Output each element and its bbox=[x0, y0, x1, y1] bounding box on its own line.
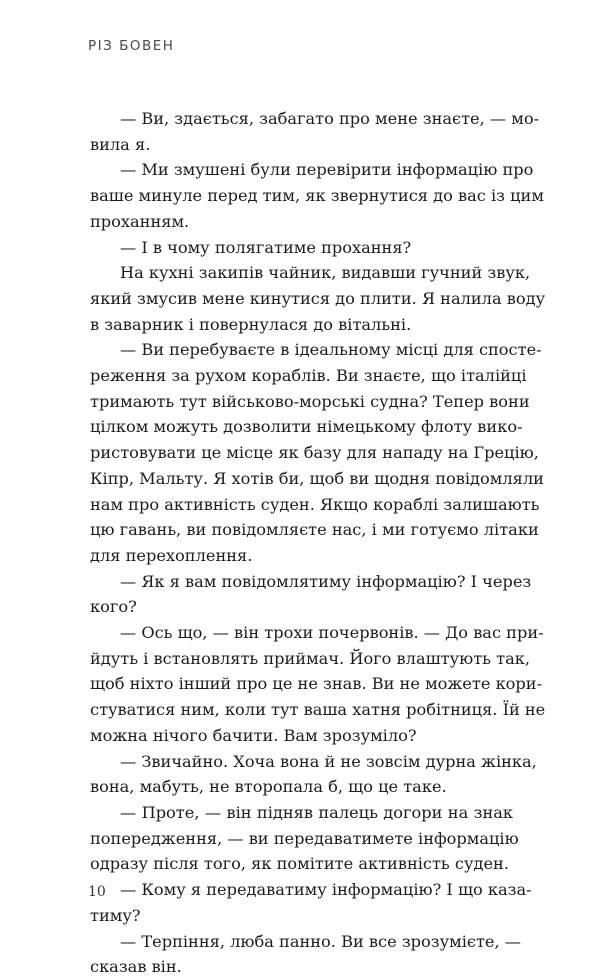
text-line: — Терпіння, люба панно. Ви все зрозумієте, — bbox=[120, 931, 521, 951]
text-line: реження за рухом кораблів. Ви знаєте, що італійці bbox=[90, 366, 527, 386]
text-line: стуватися ним, коли тут ваша хатня робітниця. Їй не bbox=[90, 700, 546, 720]
text-line: вона, мабуть, не второпала б, що це таке. bbox=[90, 777, 447, 797]
text-line: вила я. bbox=[90, 134, 151, 154]
text-line: щоб ніхто інший про це не знав. Ви не можете кори- bbox=[90, 674, 543, 694]
text-line: тиму? bbox=[90, 905, 141, 925]
text-line: проханням. bbox=[90, 211, 190, 231]
text-line: — Як я вам повідомлятиму інформацію? І через bbox=[120, 571, 532, 591]
text-line: йдуть і встановлять приймач. Його влаштують так, bbox=[90, 648, 531, 668]
text-line: кого? bbox=[90, 597, 137, 617]
text-line: — Ви перебуваєте в ідеальному місці для спосте- bbox=[120, 340, 542, 360]
text-line: — Ось що, — він трохи почервонів. — До вас при- bbox=[120, 623, 544, 643]
text-line: ристовувати це місце як базу для нападу на Грецію, bbox=[90, 443, 539, 463]
text-line: — Звичайно. Хоча вона й не зовсім дурна жінка, bbox=[120, 751, 537, 771]
text-line: сказав він. bbox=[90, 957, 182, 977]
text-line: попередження, — ви передаватимете інформацію bbox=[90, 828, 519, 848]
text-line: — Ми змушені були перевірити інформацію про bbox=[120, 160, 534, 180]
text-line: Кіпр, Мальту. Я хотів би, щоб ви щодня повідомляли bbox=[90, 468, 544, 488]
text-line: можна нічого бачити. Вам зрозуміло? bbox=[90, 725, 417, 745]
body-text bbox=[90, 106, 546, 980]
text-line: ваше минуле перед тим, як звернутися до вас із цим bbox=[90, 186, 544, 206]
text-line: — І в чому полягатиме прохання? bbox=[120, 237, 412, 257]
page-number: 10 bbox=[88, 884, 106, 900]
text-line: в заварник і повернулася до вітальні. bbox=[90, 314, 412, 334]
text-line: для перехоплення. bbox=[90, 545, 253, 565]
text-line: тримають тут військово-морські судна? Тепер вони bbox=[90, 391, 530, 411]
text-line: На кухні закипів чайник, видавши гучний звук, bbox=[120, 263, 531, 283]
text-line: — Ви, здається, забагато про мене знаєте, — мо- bbox=[120, 109, 540, 128]
text-line: який змусив мене кинутися до плити. Я налила воду bbox=[90, 288, 546, 308]
text-line: цю гавань, ви повідомляєте нас, і ми готуємо літаки bbox=[90, 520, 539, 540]
text-line: — Проте, — він підняв палець догори на знак bbox=[120, 802, 513, 822]
text-line: нам про активність суден. Якщо кораблі залишають bbox=[90, 494, 540, 514]
text-line: одразу після того, як помітите активність суден. bbox=[90, 854, 509, 874]
text-line: цілком можуть дозволити німецькому флоту вико- bbox=[90, 417, 523, 437]
running-header: РІЗ БОВЕН bbox=[88, 38, 175, 54]
text-line: — Кому я передаватиму інформацію? І що каза- bbox=[120, 880, 532, 900]
